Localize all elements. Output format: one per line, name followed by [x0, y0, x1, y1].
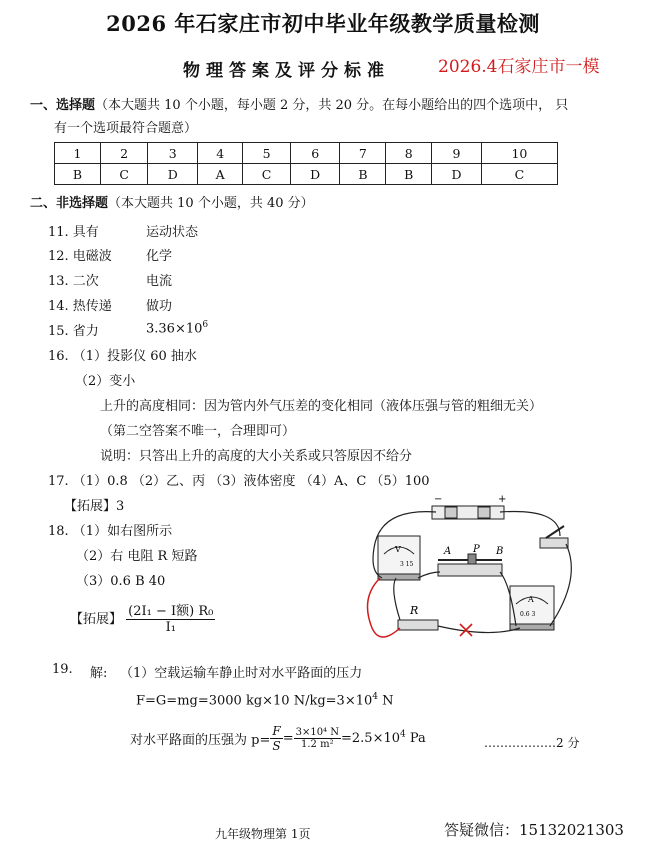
- voltmeter-icon: [378, 536, 420, 580]
- q19-jie: 解:: [90, 666, 108, 681]
- q-number: 3: [148, 143, 198, 164]
- q16-line3: 上升的高度相同：因为管内外气压差的变化相同（液体压强与管的粗细无关）: [100, 399, 543, 414]
- document-subtitle: 物理答案及评分标准: [183, 61, 390, 81]
- q-number: 2: [100, 143, 148, 164]
- q-answer: C: [100, 164, 148, 185]
- rheostat-label-p: P: [473, 544, 480, 555]
- q19-score: ………………2 分: [484, 736, 580, 750]
- q15-base: 3.36×10: [146, 321, 203, 337]
- q-answer: B: [340, 164, 386, 185]
- contact-info: 答疑微信：15132021303: [444, 821, 624, 839]
- q18-ext-numerator: (2I₁ − I额) R₀: [126, 600, 215, 620]
- q18-line2: （2）右 电阻 R 短路: [76, 549, 198, 564]
- q-number: 5: [243, 143, 291, 164]
- battery-minus: −: [434, 494, 443, 505]
- q15-answer: [146, 320, 208, 336]
- ammeter-icon: [510, 586, 554, 630]
- section1-desc: （本大题共 10 个小题，每小题 2 分，共 20 分。在每小题给出的四个选项中， 只: [95, 98, 569, 113]
- q19-frac-fs: [270, 724, 282, 753]
- q-number: 6: [290, 143, 340, 164]
- q19-l3-result: =2.5×10: [341, 731, 401, 746]
- q18-line1: 18. （1）如右图所示: [48, 524, 173, 539]
- q18-ext-denominator: I₁: [165, 620, 176, 635]
- q19-l2-unit: N: [378, 693, 394, 709]
- q-number: 4: [198, 143, 243, 164]
- q13-label: 13. 二次: [48, 274, 99, 289]
- rheostat-icon: [438, 544, 503, 576]
- rheostat-label-b: B: [496, 546, 504, 557]
- q-number: 7: [340, 143, 386, 164]
- section2-desc: （本大题共 10 个小题，共 40 分）: [108, 196, 314, 211]
- circuit-diagram: [360, 488, 585, 648]
- q19-frac-fs-num: F: [272, 724, 281, 738]
- q12-answer: 化学: [146, 249, 173, 264]
- q19-line3: [130, 724, 426, 753]
- q14-answer: 做功: [146, 299, 173, 314]
- q-answer: C: [481, 164, 557, 185]
- document-title: 2026 年石家庄市初中毕业年级教学质量检测: [106, 11, 540, 36]
- section1-heading: 一、选择题: [30, 98, 96, 113]
- q14-label: 14. 热传递: [48, 299, 112, 314]
- q13-answer: 电流: [146, 274, 173, 289]
- q16-line1: 16. （1）投影仪 60 抽水: [48, 349, 197, 364]
- q-number: 1: [55, 143, 101, 164]
- q19-frac-fs-den: S: [272, 739, 281, 753]
- resistor-label: R: [410, 604, 419, 617]
- answer-table-answers: [55, 164, 558, 185]
- q18-ext-fraction: [126, 600, 215, 635]
- section2-heading: 二、非选择题: [30, 196, 109, 211]
- resistor-icon: [398, 604, 438, 630]
- q-answer: B: [386, 164, 432, 185]
- page-footer: 九年级物理第 1页: [215, 827, 311, 841]
- q-answer: B: [55, 164, 101, 185]
- q17-extension: 【拓展】3: [64, 499, 125, 514]
- q-number: 10: [481, 143, 557, 164]
- q16-line2: （2）变小: [75, 374, 136, 389]
- q19-frac-values: [294, 727, 341, 750]
- q19-l3-exp: 4: [400, 729, 406, 740]
- voltmeter-ticks: 3 15: [400, 561, 414, 568]
- battery-icon: [432, 494, 506, 519]
- answer-table-numbers: [55, 143, 558, 164]
- q15-exp: 6: [202, 320, 209, 330]
- answer-table: [54, 142, 558, 185]
- q19-number: 19.: [52, 662, 73, 677]
- exam-stamp: 2026.4石家庄市一模: [438, 57, 600, 77]
- q19-l2-text: F=G=mg=3000 kg×10 N/kg=3×10: [136, 693, 373, 709]
- q16-line5: 说明：只答出上升的高度的大小关系或只答原因不给分: [100, 449, 413, 464]
- q16-line4: （第二空答案不唯一，合理即可）: [100, 424, 296, 439]
- q19-l3-text: 对水平路面的压强为 p=: [130, 733, 271, 748]
- q-answer: D: [432, 164, 482, 185]
- q19-frac-values-den: 1.2 m²: [301, 739, 334, 750]
- q19-l2-exp: 4: [372, 692, 379, 702]
- section2-line: [30, 192, 314, 211]
- ammeter-label: A: [528, 595, 534, 604]
- q-answer: D: [290, 164, 340, 185]
- q19-l3-unit: Pa: [405, 731, 426, 746]
- q15-label: 15. 省力: [48, 324, 99, 339]
- q19-line2: [136, 692, 394, 708]
- added-wire-red: [368, 578, 401, 637]
- q-answer: D: [148, 164, 198, 185]
- q18-ext-label: 【拓展】: [70, 612, 123, 627]
- q19-line1: （1）空载运输车静止时对水平路面的压力: [120, 666, 363, 681]
- q18-extension: [70, 600, 215, 635]
- q11-label: 11. 具有: [48, 225, 99, 240]
- q12-label: 12. 电磁波: [48, 249, 112, 264]
- q19-eq: =: [282, 731, 294, 746]
- q-number: 8: [386, 143, 432, 164]
- q19-frac-values-num: 3×10⁴ N: [295, 727, 339, 738]
- q-answer: A: [198, 164, 243, 185]
- section1-line1: [30, 94, 568, 113]
- q-number: 9: [432, 143, 482, 164]
- q-answer: C: [243, 164, 291, 185]
- q17-line1: 17. （1）0.8 （2）乙、丙 （3）液体密度 （4）A、C （5）100: [48, 474, 430, 489]
- ammeter-ticks: 0.6 3: [520, 611, 536, 618]
- q11-answer: 运动状态: [146, 225, 199, 240]
- section1-desc-2: 有一个选项最符合题意）: [54, 121, 198, 136]
- switch-icon: [540, 526, 568, 548]
- battery-plus: +: [498, 494, 507, 505]
- q18-line3: （3）0.6 B 40: [76, 574, 166, 589]
- voltmeter-label: V: [395, 545, 401, 554]
- rheostat-label-a: A: [444, 546, 452, 557]
